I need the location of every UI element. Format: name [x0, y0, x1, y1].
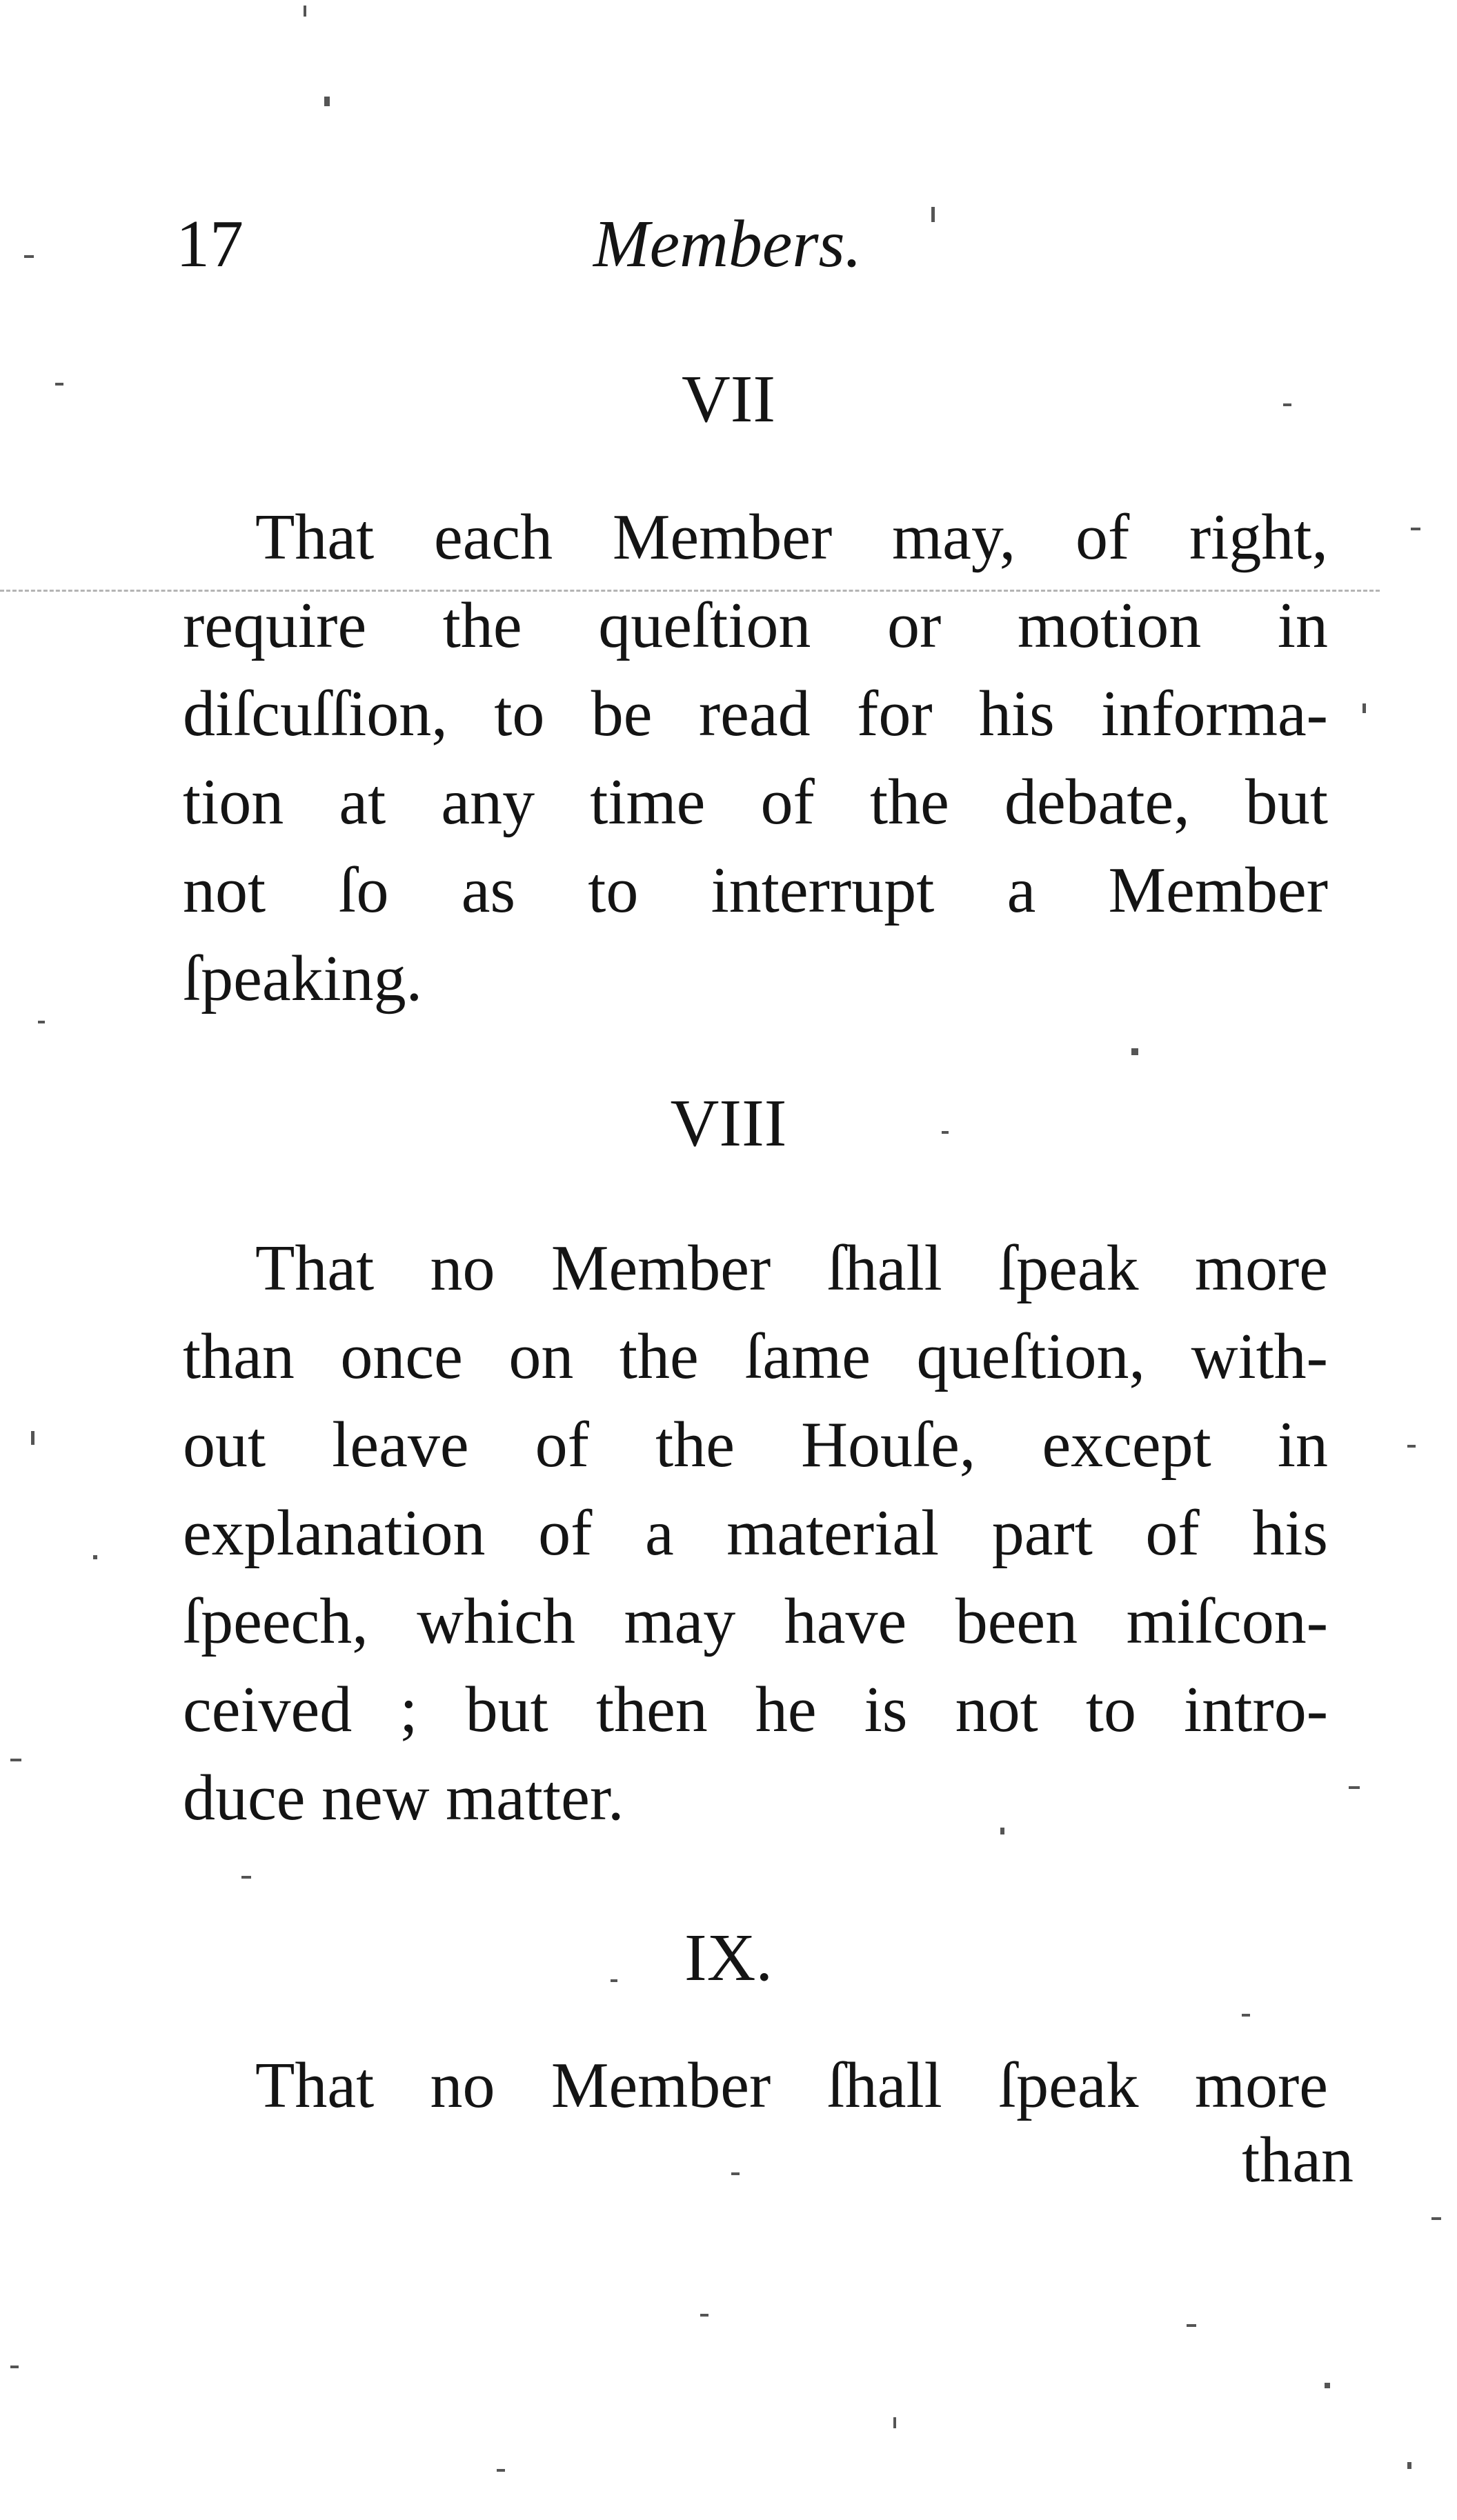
text-line: out leave of the Houſe, except in	[183, 1409, 1328, 1481]
text-line: duce new matter.	[183, 1762, 624, 1834]
scan-speck	[241, 1876, 251, 1879]
page-number: 17	[176, 207, 244, 281]
scan-speck	[1187, 2324, 1196, 2327]
text-line: That each Member may, of right,	[255, 501, 1328, 573]
scan-speck	[1000, 1828, 1004, 1834]
scan-speck	[55, 383, 63, 386]
text-line: ſpeech, which may have been miſcon-	[183, 1586, 1328, 1657]
scan-speck	[731, 2172, 740, 2175]
text-line: diſcuſſion, to be read for his informa-	[183, 678, 1328, 750]
scan-speck	[1349, 1786, 1360, 1789]
text-line: That no Member ſhall ſpeak more	[255, 1232, 1328, 1304]
text-line: than once on the ſame queſtion, with-	[183, 1321, 1328, 1392]
scan-speck	[1407, 1445, 1416, 1448]
scan-speck	[324, 97, 330, 106]
scan-speck	[1411, 528, 1420, 530]
scan-speck	[10, 2366, 19, 2368]
catchword: than	[1242, 2124, 1354, 2196]
scan-speck	[1283, 403, 1291, 406]
scan-speck	[893, 2417, 896, 2428]
scan-speck	[1325, 2383, 1330, 2388]
text-line: explanation of a material part of his	[183, 1497, 1328, 1569]
section-ix-text	[183, 2041, 1328, 2130]
section-heading-ix: IX.	[684, 1921, 773, 1995]
scan-speck	[1431, 2217, 1441, 2220]
scan-speck	[93, 1555, 97, 1559]
scan-speck	[10, 1759, 21, 1761]
text-line: That no Member ſhall ſpeak more	[255, 2050, 1328, 2121]
scan-speck	[497, 2469, 505, 2472]
running-title: Members.	[593, 207, 862, 281]
scan-speck	[31, 1431, 34, 1445]
section-vii-text	[183, 493, 1328, 1023]
scan-speck	[304, 6, 306, 17]
text-line: require the queſtion or motion in	[183, 590, 1328, 661]
text-line: ſpeaking.	[183, 943, 423, 1014]
text-line: ceived ; but then he is not to intro-	[183, 1674, 1328, 1746]
text-line: tion at any time of the debate, but	[183, 766, 1328, 838]
scan-speck	[931, 207, 935, 222]
scan-speck	[942, 1131, 949, 1134]
scan-speck	[1407, 2462, 1411, 2469]
section-heading-vii: VII	[681, 362, 776, 437]
scan-speck	[1362, 703, 1366, 713]
scan-speck	[611, 1979, 617, 1982]
text-line: not ſo as to interrupt a Member	[183, 854, 1328, 926]
scan-speck	[38, 1021, 45, 1023]
section-viii-text	[183, 1224, 1328, 1842]
scan-speck	[1131, 1048, 1138, 1055]
scan-speck	[24, 255, 34, 258]
scan-speck	[1242, 2014, 1250, 2017]
section-heading-viii: VIII	[670, 1086, 787, 1161]
scan-speck	[700, 2314, 708, 2317]
